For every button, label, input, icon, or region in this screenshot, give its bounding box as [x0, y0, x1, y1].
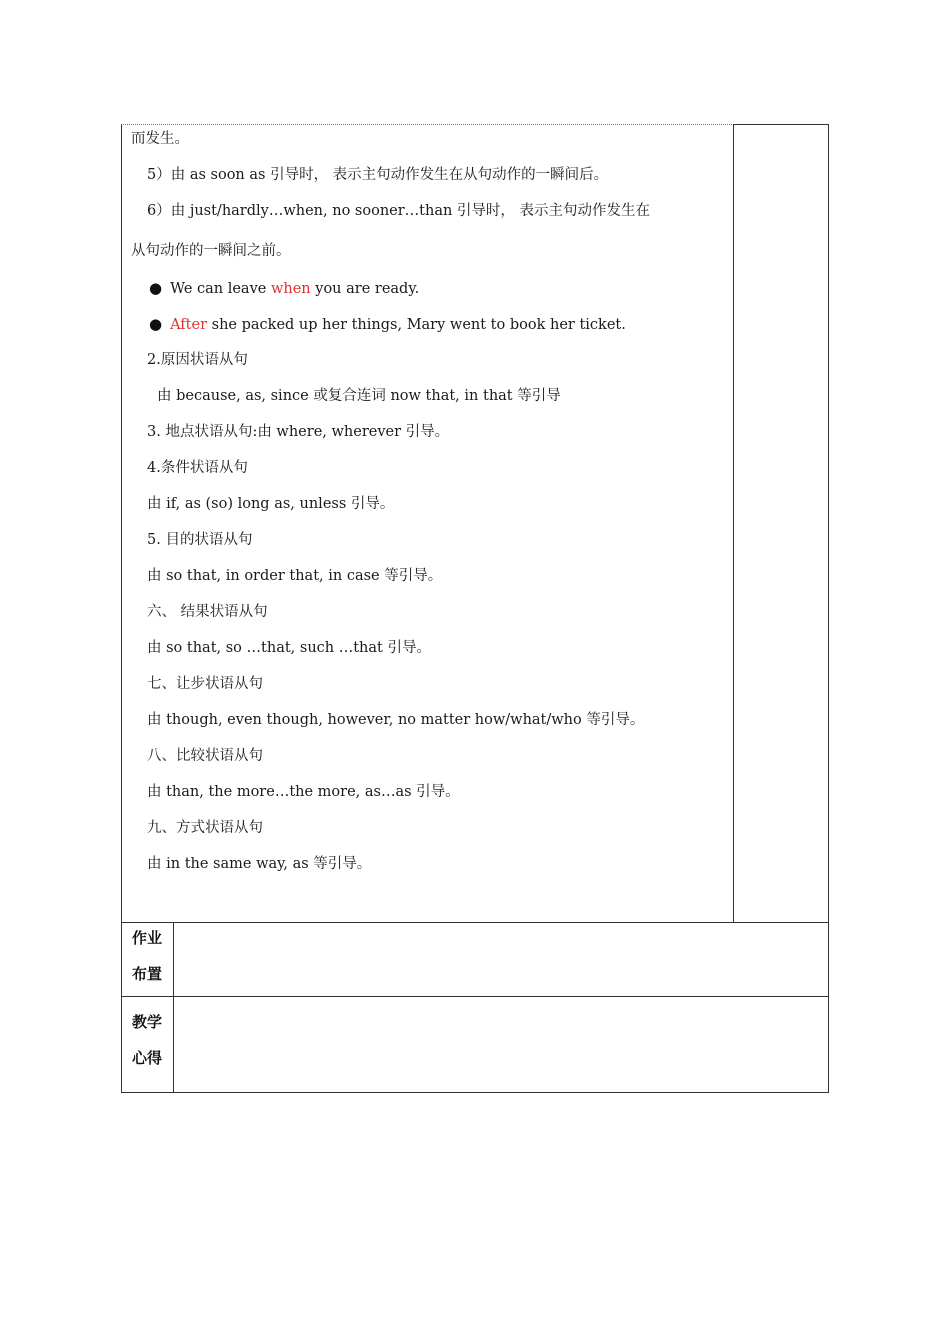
- section-heading: 六、 结果状语从句: [147, 604, 268, 620]
- section-heading: 八、比较状语从句: [147, 748, 263, 764]
- text-line: 从句动作的一瞬间之前。: [131, 243, 291, 259]
- reflection-row: [121, 996, 829, 1093]
- example-text: she packed up her things, Mary went to book her ticket.: [207, 317, 626, 333]
- example-sentence: [149, 314, 626, 335]
- section-heading: 4.条件状语从句: [147, 460, 248, 476]
- text-line: 而发生。: [131, 131, 189, 147]
- section-heading: 2.原因状语从句: [147, 352, 248, 368]
- text-line: 由 so that, in order that, in case 等引导。: [147, 568, 443, 584]
- text-line: 由 in the same way, as 等引导。: [147, 856, 372, 872]
- section-heading: 七、让步状语从句: [147, 676, 263, 692]
- side-notes-cell: [733, 124, 829, 923]
- reflection-label: 教学: [132, 1013, 163, 1031]
- example-text: We can leave: [170, 281, 271, 297]
- reflection-label: 心得: [132, 1049, 163, 1067]
- section-heading: 3. 地点状语从句:由 where, wherever 引导。: [147, 424, 450, 440]
- text-line: 由 than, the more…the more, as…as 引导。: [147, 784, 460, 800]
- text-line: 6）由 just/hardly…when, no sooner…than 引导时， 表示主句动作发生在: [147, 203, 651, 219]
- text-line: 由 so that, so …that, such …that 引导。: [147, 640, 431, 656]
- content-cell: [121, 124, 734, 923]
- highlight-word: After: [170, 317, 208, 333]
- text-line: 由 if, as (so) long as, unless 引导。: [147, 496, 395, 512]
- highlight-word: when: [270, 281, 311, 297]
- example-sentence: [149, 278, 419, 299]
- reflection-label-cell: [122, 997, 174, 1092]
- homework-row: [121, 922, 829, 997]
- example-text: you are ready.: [310, 281, 420, 297]
- bullet-icon: ●: [149, 315, 163, 333]
- text-line: 由 though, even though, however, no matter how/what/who 等引导。: [147, 712, 645, 728]
- text-line: 5）由 as soon as 引导时， 表示主句动作发生在从句动作的一瞬间后。: [147, 167, 609, 183]
- text-line: 由 because, as, since 或复合连词 now that, in that 等引导: [157, 388, 561, 404]
- homework-label: 布置: [132, 965, 163, 983]
- homework-label: 作业: [132, 929, 163, 947]
- homework-label-cell: [122, 923, 174, 996]
- section-heading: 5. 目的状语从句: [147, 532, 253, 548]
- section-heading: 九、方式状语从句: [147, 820, 263, 836]
- bullet-icon: ●: [149, 279, 163, 297]
